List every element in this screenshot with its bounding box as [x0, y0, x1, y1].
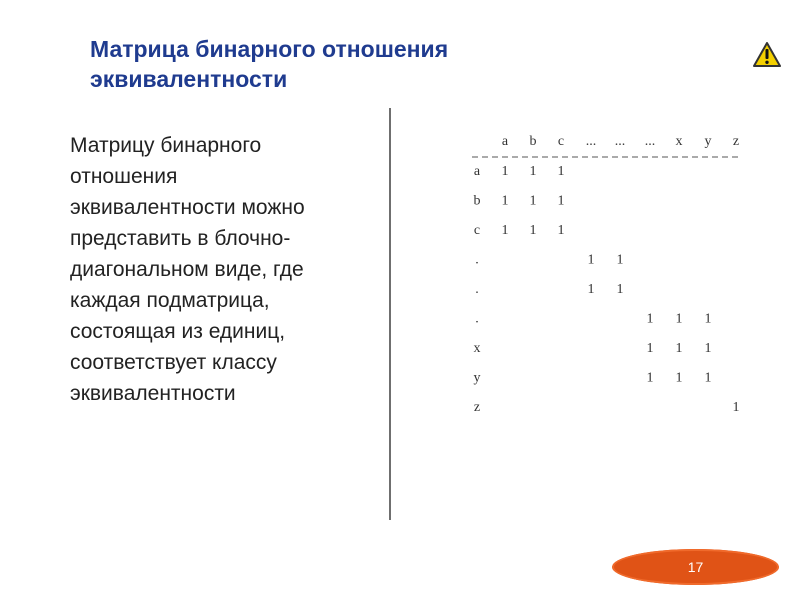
body-line-5: диагональном виде, где — [70, 258, 304, 281]
body-line-7: состоящая из единиц, — [70, 320, 286, 343]
matrix-row-label: b — [473, 193, 481, 209]
slide-title — [90, 34, 650, 94]
matrix-cell: 1 — [587, 282, 595, 297]
matrix-cell: 1 — [675, 311, 683, 327]
matrix-row-label: z — [473, 400, 481, 415]
matrix-row-label: a — [473, 164, 481, 179]
page-number-badge: 17 — [612, 549, 779, 585]
matrix-cell: 1 — [587, 252, 595, 268]
warning-icon — [752, 41, 782, 69]
matrix-row-label: y — [473, 370, 481, 386]
matrix-column-header: a — [501, 134, 509, 149]
matrix-column-header: c — [557, 134, 565, 149]
matrix-row-label: . — [475, 311, 479, 327]
matrix-row-label: . — [475, 282, 479, 297]
slide-title-line-1: Матрица бинарного отношения — [90, 36, 449, 62]
matrix-cell: 1 — [557, 193, 565, 209]
vertical-divider — [389, 108, 391, 520]
body-line-4: представить в блочно- — [70, 227, 291, 250]
matrix-cell: 1 — [529, 223, 537, 238]
matrix-column-header: b — [529, 134, 537, 149]
equivalence-matrix-diagram — [460, 120, 750, 420]
matrix-cell: 1 — [501, 164, 509, 179]
body-line-2: отношения — [70, 165, 178, 188]
matrix-cell: 1 — [557, 164, 565, 179]
matrix-cell: 1 — [616, 252, 624, 268]
matrix-column-header: z — [732, 134, 740, 149]
matrix-row-label: x — [473, 341, 481, 356]
matrix-column-header: ... — [585, 134, 597, 149]
equivalence-matrix — [460, 120, 750, 420]
matrix-row-label: . — [475, 252, 479, 268]
body-line-9: эквивалентности — [70, 382, 236, 405]
body-line-8: соответствует классу — [70, 351, 277, 374]
warning-triangle-icon — [752, 41, 782, 69]
matrix-cell: 1 — [732, 400, 740, 415]
matrix-cell: 1 — [675, 341, 683, 356]
matrix-cell: 1 — [529, 193, 537, 209]
matrix-cell: 1 — [616, 282, 624, 297]
matrix-cell: 1 — [646, 341, 654, 356]
matrix-cell: 1 — [557, 223, 565, 238]
body-line-6: каждая подматрица, — [70, 289, 270, 312]
matrix-cell: 1 — [501, 223, 509, 238]
matrix-cell: 1 — [675, 370, 683, 386]
matrix-cell: 1 — [529, 164, 537, 179]
slide-title-line-2: эквивалентности — [90, 66, 288, 92]
matrix-column-header: ... — [644, 134, 656, 149]
body-line-1: Матрицу бинарного — [70, 134, 262, 157]
matrix-cell: 1 — [646, 370, 654, 386]
matrix-cell: 1 — [704, 341, 712, 356]
matrix-column-header: x — [675, 134, 683, 149]
matrix-cell: 1 — [704, 370, 712, 386]
matrix-cell: 1 — [501, 193, 509, 209]
matrix-column-header: ... — [614, 134, 626, 149]
matrix-cell: 1 — [704, 311, 712, 327]
matrix-row-label: c — [473, 223, 481, 238]
matrix-cell: 1 — [646, 311, 654, 327]
body-line-3: эквивалентности можно — [70, 196, 305, 219]
slide-body-text — [70, 130, 375, 409]
matrix-column-header: y — [704, 134, 712, 149]
